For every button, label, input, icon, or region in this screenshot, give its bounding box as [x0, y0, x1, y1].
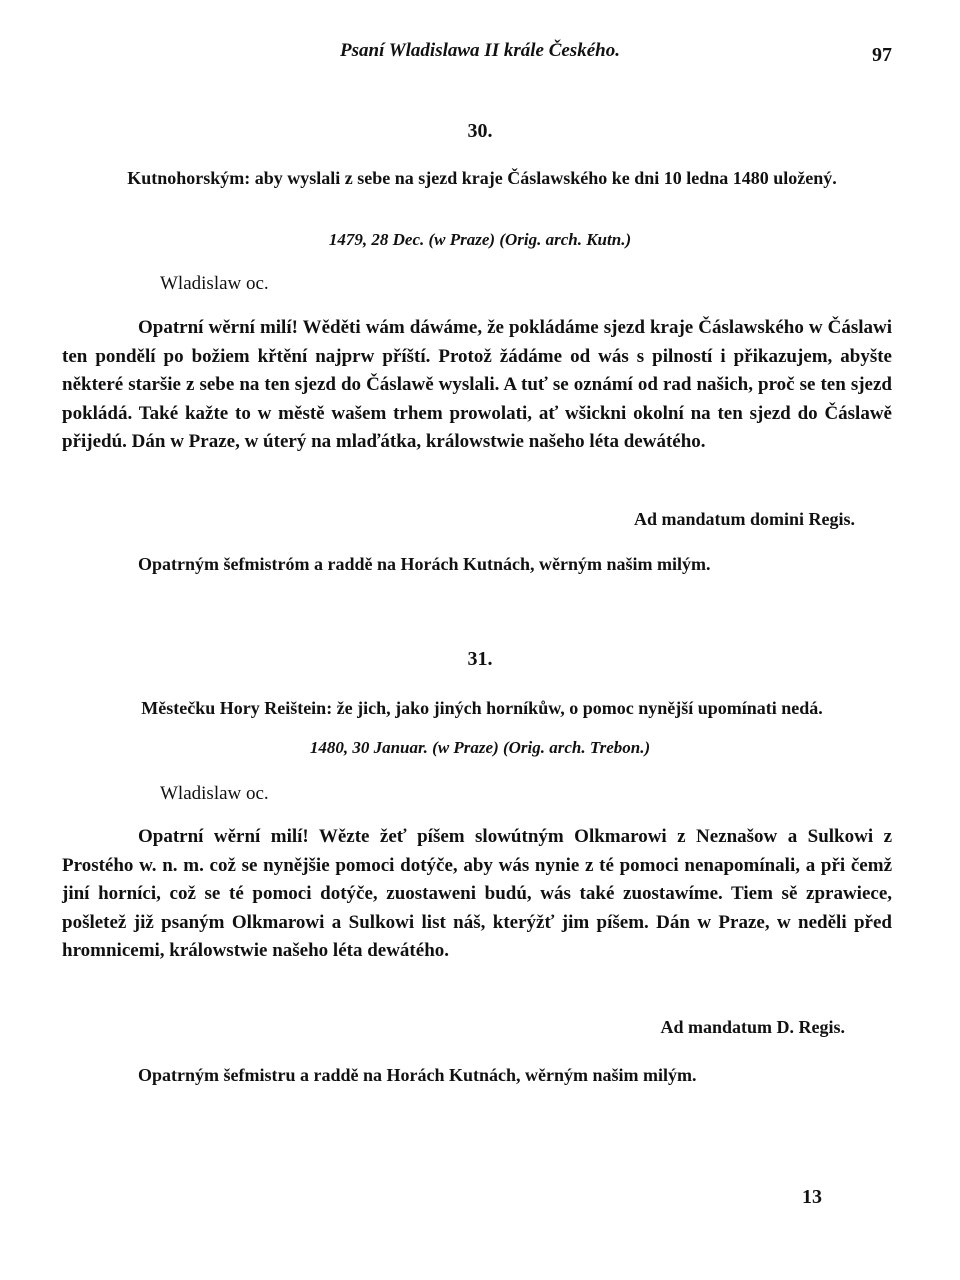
document-mandatum: Ad mandatum domini Regis.: [633, 509, 855, 529]
running-title: Psaní Wladislawa II krále Českého.: [340, 40, 620, 61]
document-number: 31.: [467, 648, 493, 670]
document-regest: Kutnohorským: aby wyslali z sebe na sjezd kraje Čáslawského ke dni 10 ledna 1480 uložený.: [127, 168, 837, 188]
document-address: Opatrným šefmistru a raddě na Horách Kutnách, wěrným našim milým.: [138, 1065, 697, 1085]
document-body: Opatrní wěrní milí! Wěděti wám dáwáme, že pokládáme sjezd kraje Čáslawského w Čáslawi ten pondělí po božiem křtění najprw příští. Protož žádáme od wás s pilností i přikazujem, abyšte některé staršie z sebe na ten sjezd do Čáslawě wyslali. A tuť se oznámí od rad našich, proč se ten sjezd pokládá. Také kažte to w městě wašem trhem prowolati, ať wšickni okolní na ten sjezd do Čáslawě přijedú. Dán w Praze, w úterý na mlaďátka, králowstwie našeho léta dewátého.: [62, 317, 892, 453]
document-dateline: 1480, 30 Januar. (w Praze) (Orig. arch. Trebon.): [309, 738, 651, 757]
document-salutation: Wladislaw oc.: [160, 273, 269, 294]
signature-mark: 13: [802, 1186, 822, 1208]
page-number: 97: [872, 44, 892, 66]
document-number: 30.: [467, 120, 493, 142]
document-regest: Městečku Hory Reištein: že jich, jako jiných horníkůw, o pomoc nynější upomínati nedá.: [141, 698, 823, 718]
document-body: Opatrní wěrní milí! Wězte žeť píšem slowútným Olkmarowi z Neznašow a Sulkowi z Prostého w. n. m. což se nynějšie pomoci dotýče, aby wás nynie z té pomoci nenapomínali, a při čemž jiní horníci, což se té pomoci dotýče, zuostaweni budú, wás také zuostawíme. Tiem sě zprawiece, pošletež již psaným Olkmarowi a Sulkowi list náš, kterýžť jim píšem. Dán w Praze, w neděli před hromnicemi, králowstwie našeho léta dewátého.: [62, 826, 892, 962]
document-address: Opatrným šefmistróm a raddě na Horách Kutnách, wěrným našim milým.: [138, 554, 711, 574]
document-dateline: 1479, 28 Dec. (w Praze) (Orig. arch. Kutn.): [328, 230, 632, 249]
document-mandatum: Ad mandatum D. Regis.: [660, 1017, 845, 1037]
document-salutation: Wladislaw oc.: [160, 783, 269, 804]
